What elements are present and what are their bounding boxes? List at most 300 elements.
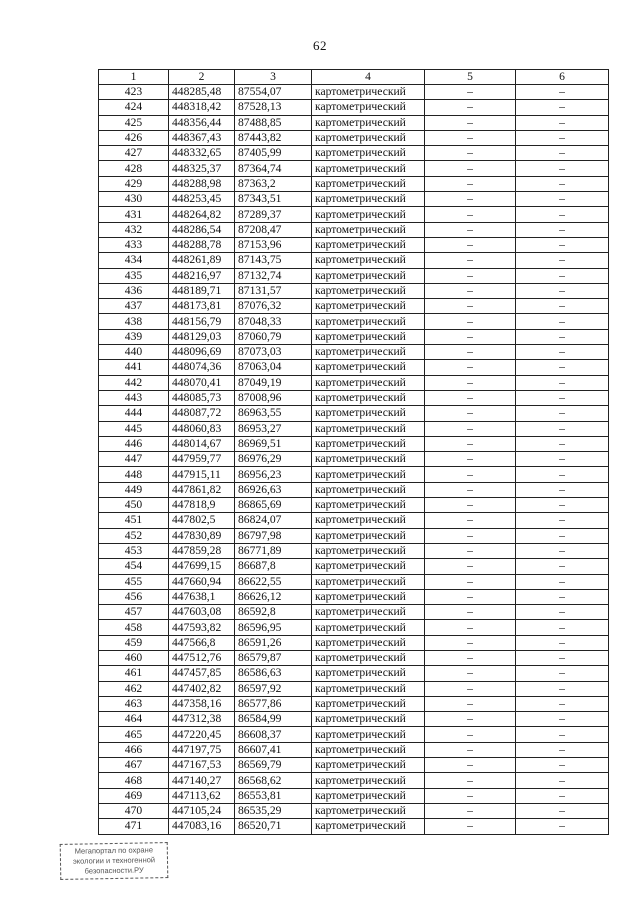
table-row [99, 406, 609, 421]
column-5-cell: – [425, 85, 516, 100]
y-coordinate-cell: 86597,92 [235, 681, 312, 696]
point-number-cell: 449 [99, 482, 169, 497]
column-5-cell: – [425, 788, 516, 803]
stamp-watermark [60, 842, 169, 880]
column-5-cell: – [425, 100, 516, 115]
x-coordinate-cell: 447802,5 [169, 513, 235, 528]
table-row [99, 237, 609, 252]
method-cell: картометрический [312, 192, 425, 207]
x-coordinate-cell: 447699,15 [169, 559, 235, 574]
column-5-cell: – [425, 207, 516, 222]
point-number-cell: 470 [99, 803, 169, 818]
method-cell: картометрический [312, 773, 425, 788]
column-5-cell: – [425, 803, 516, 818]
point-number-cell: 429 [99, 176, 169, 191]
table-row [99, 696, 609, 711]
column-6-cell: – [516, 406, 609, 421]
method-cell: картометрический [312, 375, 425, 390]
x-coordinate-cell: 448156,79 [169, 314, 235, 329]
point-number-cell: 471 [99, 819, 169, 834]
method-cell: картометрический [312, 803, 425, 818]
x-coordinate-cell: 447358,16 [169, 696, 235, 711]
y-coordinate-cell: 86596,95 [235, 620, 312, 635]
column-6-cell: – [516, 574, 609, 589]
column-6-cell: – [516, 528, 609, 543]
x-coordinate-cell: 447566,8 [169, 635, 235, 650]
column-6-cell: – [516, 696, 609, 711]
point-number-cell: 435 [99, 268, 169, 283]
method-cell: картометрический [312, 436, 425, 451]
header-cell-5: 5 [425, 70, 516, 85]
method-cell: картометрический [312, 100, 425, 115]
column-5-cell: – [425, 574, 516, 589]
column-5-cell: – [425, 329, 516, 344]
column-5-cell: – [425, 390, 516, 405]
method-cell: картометрический [312, 696, 425, 711]
method-cell: картометрический [312, 406, 425, 421]
column-6-cell: – [516, 329, 609, 344]
method-cell: картометрический [312, 681, 425, 696]
column-6-cell: – [516, 299, 609, 314]
x-coordinate-cell: 448189,71 [169, 283, 235, 298]
x-coordinate-cell: 448129,03 [169, 329, 235, 344]
x-coordinate-cell: 447167,53 [169, 758, 235, 773]
y-coordinate-cell: 87063,04 [235, 360, 312, 375]
column-5-cell: – [425, 559, 516, 574]
y-coordinate-cell: 86607,41 [235, 742, 312, 757]
column-5-cell: – [425, 712, 516, 727]
table-row [99, 758, 609, 773]
y-coordinate-cell: 86579,87 [235, 650, 312, 665]
table-row [99, 742, 609, 757]
column-6-cell: – [516, 635, 609, 650]
x-coordinate-cell: 447830,89 [169, 528, 235, 543]
method-cell: картометрический [312, 130, 425, 145]
y-coordinate-cell: 86969,51 [235, 436, 312, 451]
column-5-cell: – [425, 605, 516, 620]
table-row [99, 268, 609, 283]
x-coordinate-cell: 448356,44 [169, 115, 235, 130]
y-coordinate-cell: 87405,99 [235, 146, 312, 161]
column-6-cell: – [516, 146, 609, 161]
table-row [99, 115, 609, 130]
point-number-cell: 464 [99, 712, 169, 727]
y-coordinate-cell: 86687,8 [235, 559, 312, 574]
table-row [99, 513, 609, 528]
table-row [99, 543, 609, 558]
column-6-cell: – [516, 712, 609, 727]
method-cell: картометрический [312, 543, 425, 558]
header-cell-3: 3 [235, 70, 312, 85]
column-6-cell: – [516, 161, 609, 176]
column-6-cell: – [516, 742, 609, 757]
table-row [99, 788, 609, 803]
column-6-cell: – [516, 727, 609, 742]
table-row [99, 222, 609, 237]
column-5-cell: – [425, 681, 516, 696]
method-cell: картометрический [312, 161, 425, 176]
method-cell: картометрический [312, 712, 425, 727]
table-row [99, 100, 609, 115]
point-number-cell: 455 [99, 574, 169, 589]
x-coordinate-cell: 448096,69 [169, 345, 235, 360]
point-number-cell: 442 [99, 375, 169, 390]
x-coordinate-cell: 447593,82 [169, 620, 235, 635]
method-cell: картометрический [312, 345, 425, 360]
x-coordinate-cell: 448367,43 [169, 130, 235, 145]
y-coordinate-cell: 87131,57 [235, 283, 312, 298]
column-6-cell: – [516, 314, 609, 329]
y-coordinate-cell: 86608,37 [235, 727, 312, 742]
column-5-cell: – [425, 589, 516, 604]
header-cell-6: 6 [516, 70, 609, 85]
y-coordinate-cell: 86976,29 [235, 452, 312, 467]
y-coordinate-cell: 87143,75 [235, 253, 312, 268]
point-number-cell: 434 [99, 253, 169, 268]
coordinates-table [98, 69, 609, 835]
y-coordinate-cell: 86535,29 [235, 803, 312, 818]
x-coordinate-cell: 448087,72 [169, 406, 235, 421]
table-row [99, 253, 609, 268]
x-coordinate-cell: 448060,83 [169, 421, 235, 436]
point-number-cell: 461 [99, 666, 169, 681]
point-number-cell: 447 [99, 452, 169, 467]
y-coordinate-cell: 87488,85 [235, 115, 312, 130]
point-number-cell: 433 [99, 237, 169, 252]
y-coordinate-cell: 86865,69 [235, 498, 312, 513]
y-coordinate-cell: 87443,82 [235, 130, 312, 145]
point-number-cell: 452 [99, 528, 169, 543]
table-row [99, 635, 609, 650]
table-row [99, 375, 609, 390]
column-5-cell: – [425, 268, 516, 283]
point-number-cell: 432 [99, 222, 169, 237]
x-coordinate-cell: 448318,42 [169, 100, 235, 115]
method-cell: картометрический [312, 115, 425, 130]
method-cell: картометрический [312, 207, 425, 222]
y-coordinate-cell: 86797,98 [235, 528, 312, 543]
column-6-cell: – [516, 498, 609, 513]
y-coordinate-cell: 87153,96 [235, 237, 312, 252]
y-coordinate-cell: 87060,79 [235, 329, 312, 344]
x-coordinate-cell: 447915,11 [169, 467, 235, 482]
x-coordinate-cell: 447512,76 [169, 650, 235, 665]
column-6-cell: – [516, 237, 609, 252]
y-coordinate-cell: 87208,47 [235, 222, 312, 237]
y-coordinate-cell: 86520,71 [235, 819, 312, 834]
table-row [99, 360, 609, 375]
x-coordinate-cell: 447959,77 [169, 452, 235, 467]
method-cell: картометрический [312, 237, 425, 252]
method-cell: картометрический [312, 314, 425, 329]
column-5-cell: – [425, 314, 516, 329]
column-6-cell: – [516, 482, 609, 497]
x-coordinate-cell: 448288,98 [169, 176, 235, 191]
column-5-cell: – [425, 543, 516, 558]
y-coordinate-cell: 86568,62 [235, 773, 312, 788]
column-6-cell: – [516, 268, 609, 283]
point-number-cell: 428 [99, 161, 169, 176]
method-cell: картометрический [312, 452, 425, 467]
x-coordinate-cell: 448264,82 [169, 207, 235, 222]
column-5-cell: – [425, 192, 516, 207]
header-cell-4: 4 [312, 70, 425, 85]
x-coordinate-cell: 448288,78 [169, 237, 235, 252]
method-cell: картометрический [312, 390, 425, 405]
table-row [99, 498, 609, 513]
column-5-cell: – [425, 345, 516, 360]
y-coordinate-cell: 86592,8 [235, 605, 312, 620]
point-number-cell: 431 [99, 207, 169, 222]
column-6-cell: – [516, 513, 609, 528]
method-cell: картометрический [312, 482, 425, 497]
y-coordinate-cell: 86622,55 [235, 574, 312, 589]
stamp-line: экологии и техногенной [72, 855, 156, 866]
y-coordinate-cell: 87528,13 [235, 100, 312, 115]
column-6-cell: – [516, 681, 609, 696]
column-6-cell: – [516, 452, 609, 467]
y-coordinate-cell: 86926,63 [235, 482, 312, 497]
point-number-cell: 456 [99, 589, 169, 604]
method-cell: картометрический [312, 666, 425, 681]
point-number-cell: 425 [99, 115, 169, 130]
method-cell: картометрический [312, 819, 425, 834]
point-number-cell: 441 [99, 360, 169, 375]
method-cell: картометрический [312, 360, 425, 375]
point-number-cell: 427 [99, 146, 169, 161]
column-5-cell: – [425, 666, 516, 681]
table-row [99, 85, 609, 100]
point-number-cell: 465 [99, 727, 169, 742]
table-row [99, 803, 609, 818]
header-cell-2: 2 [169, 70, 235, 85]
column-6-cell: – [516, 620, 609, 635]
x-coordinate-cell: 448070,41 [169, 375, 235, 390]
x-coordinate-cell: 447457,85 [169, 666, 235, 681]
point-number-cell: 458 [99, 620, 169, 635]
point-number-cell: 463 [99, 696, 169, 711]
y-coordinate-cell: 87048,33 [235, 314, 312, 329]
y-coordinate-cell: 87343,51 [235, 192, 312, 207]
column-6-cell: – [516, 467, 609, 482]
column-6-cell: – [516, 390, 609, 405]
table-row [99, 299, 609, 314]
column-5-cell: – [425, 452, 516, 467]
x-coordinate-cell: 447220,45 [169, 727, 235, 742]
method-cell: картометрический [312, 421, 425, 436]
method-cell: картометрический [312, 650, 425, 665]
column-6-cell: – [516, 589, 609, 604]
y-coordinate-cell: 86963,55 [235, 406, 312, 421]
column-5-cell: – [425, 421, 516, 436]
column-5-cell: – [425, 130, 516, 145]
column-5-cell: – [425, 436, 516, 451]
y-coordinate-cell: 87289,37 [235, 207, 312, 222]
y-coordinate-cell: 86626,12 [235, 589, 312, 604]
column-5-cell: – [425, 146, 516, 161]
method-cell: картометрический [312, 559, 425, 574]
column-6-cell: – [516, 345, 609, 360]
column-5-cell: – [425, 727, 516, 742]
point-number-cell: 462 [99, 681, 169, 696]
x-coordinate-cell: 447312,38 [169, 712, 235, 727]
y-coordinate-cell: 86553,81 [235, 788, 312, 803]
column-6-cell: – [516, 130, 609, 145]
method-cell: картометрический [312, 222, 425, 237]
column-6-cell: – [516, 222, 609, 237]
table-row [99, 773, 609, 788]
y-coordinate-cell: 86584,99 [235, 712, 312, 727]
x-coordinate-cell: 447859,28 [169, 543, 235, 558]
table-row [99, 452, 609, 467]
column-6-cell: – [516, 436, 609, 451]
method-cell: картометрический [312, 528, 425, 543]
method-cell: картометрический [312, 299, 425, 314]
table-row [99, 176, 609, 191]
page-number: 62 [313, 38, 327, 53]
table-row [99, 605, 609, 620]
point-number-cell: 439 [99, 329, 169, 344]
y-coordinate-cell: 86591,26 [235, 635, 312, 650]
column-5-cell: – [425, 650, 516, 665]
column-6-cell: – [516, 176, 609, 191]
point-number-cell: 446 [99, 436, 169, 451]
point-number-cell: 437 [99, 299, 169, 314]
x-coordinate-cell: 448085,73 [169, 390, 235, 405]
column-5-cell: – [425, 299, 516, 314]
method-cell: картометрический [312, 329, 425, 344]
x-coordinate-cell: 448286,54 [169, 222, 235, 237]
point-number-cell: 436 [99, 283, 169, 298]
column-5-cell: – [425, 237, 516, 252]
column-6-cell: – [516, 85, 609, 100]
column-5-cell: – [425, 513, 516, 528]
x-coordinate-cell: 448332,65 [169, 146, 235, 161]
method-cell: картометрический [312, 589, 425, 604]
header-cell-1: 1 [99, 70, 169, 85]
stamp-line: безопасности.РУ [84, 865, 144, 876]
point-number-cell: 459 [99, 635, 169, 650]
table-row [99, 390, 609, 405]
column-5-cell: – [425, 528, 516, 543]
point-number-cell: 467 [99, 758, 169, 773]
column-5-cell: – [425, 375, 516, 390]
table-row [99, 666, 609, 681]
column-6-cell: – [516, 605, 609, 620]
y-coordinate-cell: 86586,63 [235, 666, 312, 681]
column-6-cell: – [516, 360, 609, 375]
x-coordinate-cell: 448216,97 [169, 268, 235, 283]
method-cell: картометрический [312, 85, 425, 100]
column-5-cell: – [425, 360, 516, 375]
method-cell: картометрический [312, 758, 425, 773]
x-coordinate-cell: 448173,81 [169, 299, 235, 314]
table-row [99, 314, 609, 329]
table-row [99, 528, 609, 543]
y-coordinate-cell: 86577,86 [235, 696, 312, 711]
column-6-cell: – [516, 559, 609, 574]
y-coordinate-cell: 86824,07 [235, 513, 312, 528]
method-cell: картометрический [312, 498, 425, 513]
table-row [99, 712, 609, 727]
point-number-cell: 424 [99, 100, 169, 115]
column-6-cell: – [516, 758, 609, 773]
y-coordinate-cell: 87008,96 [235, 390, 312, 405]
method-cell: картометрический [312, 635, 425, 650]
column-6-cell: – [516, 773, 609, 788]
y-coordinate-cell: 87363,2 [235, 176, 312, 191]
x-coordinate-cell: 447402,82 [169, 681, 235, 696]
column-5-cell: – [425, 773, 516, 788]
method-cell: картометрический [312, 605, 425, 620]
x-coordinate-cell: 448074,36 [169, 360, 235, 375]
y-coordinate-cell: 87076,32 [235, 299, 312, 314]
method-cell: картометрический [312, 176, 425, 191]
table-row [99, 482, 609, 497]
column-5-cell: – [425, 498, 516, 513]
x-coordinate-cell: 447083,16 [169, 819, 235, 834]
column-6-cell: – [516, 115, 609, 130]
x-coordinate-cell: 448285,48 [169, 85, 235, 100]
point-number-cell: 444 [99, 406, 169, 421]
table-row [99, 819, 609, 834]
table-row [99, 589, 609, 604]
table-row [99, 559, 609, 574]
column-5-cell: – [425, 222, 516, 237]
x-coordinate-cell: 447861,82 [169, 482, 235, 497]
column-5-cell: – [425, 482, 516, 497]
method-cell: картометрический [312, 742, 425, 757]
column-6-cell: – [516, 819, 609, 834]
point-number-cell: 460 [99, 650, 169, 665]
x-coordinate-cell: 447660,94 [169, 574, 235, 589]
column-6-cell: – [516, 283, 609, 298]
method-cell: картометрический [312, 727, 425, 742]
column-5-cell: – [425, 620, 516, 635]
y-coordinate-cell: 87049,19 [235, 375, 312, 390]
table-row [99, 681, 609, 696]
column-5-cell: – [425, 253, 516, 268]
method-cell: картометрический [312, 467, 425, 482]
column-6-cell: – [516, 788, 609, 803]
x-coordinate-cell: 447140,27 [169, 773, 235, 788]
column-5-cell: – [425, 635, 516, 650]
table-row [99, 650, 609, 665]
method-cell: картометрический [312, 283, 425, 298]
point-number-cell: 426 [99, 130, 169, 145]
column-5-cell: – [425, 283, 516, 298]
x-coordinate-cell: 447113,62 [169, 788, 235, 803]
y-coordinate-cell: 87073,03 [235, 345, 312, 360]
point-number-cell: 468 [99, 773, 169, 788]
column-5-cell: – [425, 742, 516, 757]
method-cell: картометрический [312, 574, 425, 589]
point-number-cell: 450 [99, 498, 169, 513]
x-coordinate-cell: 447603,08 [169, 605, 235, 620]
point-number-cell: 466 [99, 742, 169, 757]
point-number-cell: 453 [99, 543, 169, 558]
y-coordinate-cell: 86771,89 [235, 543, 312, 558]
table-row [99, 421, 609, 436]
x-coordinate-cell: 447105,24 [169, 803, 235, 818]
table-row [99, 574, 609, 589]
stamp-line: Мегапортал по охране [74, 845, 154, 856]
column-5-cell: – [425, 696, 516, 711]
point-number-cell: 457 [99, 605, 169, 620]
y-coordinate-cell: 87132,74 [235, 268, 312, 283]
table-row [99, 467, 609, 482]
method-cell: картометрический [312, 788, 425, 803]
